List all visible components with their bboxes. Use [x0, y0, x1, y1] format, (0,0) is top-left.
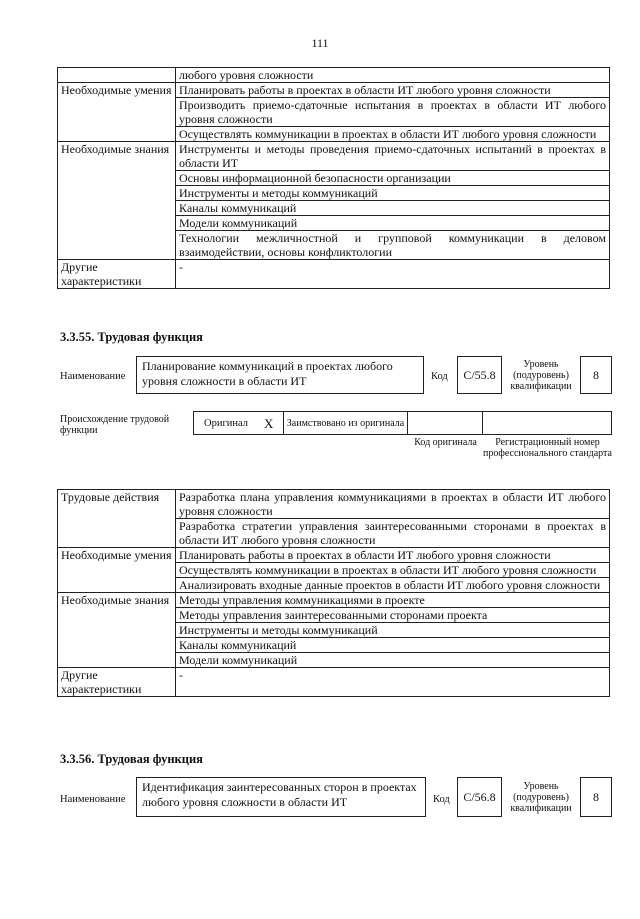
table-row [58, 68, 610, 83]
function-name-box [136, 356, 424, 394]
table-row [58, 548, 610, 563]
section-heading-56: 3.3.56. Трудовая функция [60, 752, 203, 766]
cell-value: Инструменты и методы коммуникаций [176, 186, 610, 201]
page-number: 111 [311, 36, 329, 50]
row-label [58, 68, 176, 83]
level-value: 8 [593, 790, 599, 804]
level-value: 8 [593, 368, 599, 382]
code-box [457, 777, 502, 817]
cell-value: любого уровня сложности [176, 68, 610, 83]
cell-value: Модели коммуникаций [176, 653, 610, 668]
row-label-skills: Необходимые умения [58, 83, 176, 142]
origin-code-cell [408, 411, 483, 435]
table-row [58, 490, 610, 519]
cell-value: - [176, 260, 610, 289]
cell-value: Методы управления заинтересованными сторонами проекта [176, 608, 610, 623]
row-label-actions: Трудовые действия [58, 490, 176, 548]
code-label: Код [433, 794, 450, 805]
cell-value: Инструменты и методы проведения приемо-сдаточных испытаний в проектах в области ИТ [176, 142, 610, 171]
cell-value: Анализировать входные данные проектов в области ИТ любого уровня сложности [176, 578, 610, 593]
reg-number-caption: Регистрационный номер профессионального стандарта [483, 437, 612, 459]
cell-value: Технологии межличностной и групповой коммуникации в деловом взаимодействии, основы конфликтологии [176, 231, 610, 260]
name-label: Наименование [60, 794, 126, 805]
code-box [457, 356, 502, 394]
cell-value: Производить приемо-сдаточные испытания в проектах в области ИТ любого уровня сложности [176, 98, 610, 127]
borrowed-label: Заимствовано из оригинала [286, 418, 405, 429]
cell-value: Осуществлять коммуникации в проектах в области ИТ любого уровня сложности [176, 127, 610, 142]
function-name: Идентификация заинтересованных сторон в проектах любого уровня сложности в области ИТ [142, 780, 417, 809]
cell-value: Осуществлять коммуникации в проектах в области ИТ любого уровня сложности [176, 563, 610, 578]
table-row [58, 83, 610, 98]
cell-value: Планировать работы в проектах в области ИТ любого уровня сложности [176, 83, 610, 98]
code-label: Код [431, 371, 448, 382]
cell-value: Методы управления коммуникациями в проекте [176, 593, 610, 608]
labor-function-table [57, 489, 610, 697]
table-row [58, 260, 610, 289]
original-mark: X [264, 416, 274, 431]
level-box [580, 356, 612, 394]
cell-value: Основы информационной безопасности организации [176, 171, 610, 186]
row-label-skills: Необходимые умения [58, 548, 176, 593]
cell-value: Разработка стратегии управления заинтересованными сторонами в проектах в области ИТ любого уровня сложности [176, 519, 610, 548]
code-value: C/56.8 [463, 790, 496, 804]
code-value: C/55.8 [463, 368, 496, 382]
table-row [58, 668, 610, 697]
function-name: Планирование коммуникаций в проектах любого уровня сложности в области ИТ [142, 359, 393, 388]
cell-value: Каналы коммуникаций [176, 201, 610, 216]
origin-borrowed-cell [283, 411, 408, 435]
cell-value: Планировать работы в проектах в области ИТ любого уровня сложности [176, 548, 610, 563]
cell-value: - [176, 668, 610, 697]
origin-original-cell [193, 411, 283, 435]
origin-label: Происхождение трудовой функции [60, 414, 170, 436]
row-label-other: Другие характеристики [58, 260, 176, 289]
cell-value: Каналы коммуникаций [176, 638, 610, 653]
row-label-other: Другие характеристики [58, 668, 176, 697]
row-label-knowledge: Необходимые знания [58, 142, 176, 260]
cell-value: Инструменты и методы коммуникаций [176, 623, 610, 638]
table-row [58, 593, 610, 608]
original-label: Оригинал [204, 418, 248, 429]
level-label: Уровень (подуровень) квалификации [510, 781, 572, 814]
table-row [58, 142, 610, 171]
row-label-knowledge: Необходимые знания [58, 593, 176, 668]
cell-value: Модели коммуникаций [176, 216, 610, 231]
cell-value: Разработка плана управления коммуникациями в проектах в области ИТ любого уровня сложности [176, 490, 610, 519]
level-box [580, 777, 612, 817]
section-heading-55: 3.3.55. Трудовая функция [60, 330, 203, 344]
level-label: Уровень (подуровень) квалификации [510, 359, 572, 392]
function-name-box [136, 777, 426, 817]
origin-code-caption: Код оригинала [414, 437, 477, 448]
reg-number-cell [483, 411, 612, 435]
name-label: Наименование [60, 371, 126, 382]
top-skills-table [57, 67, 610, 289]
